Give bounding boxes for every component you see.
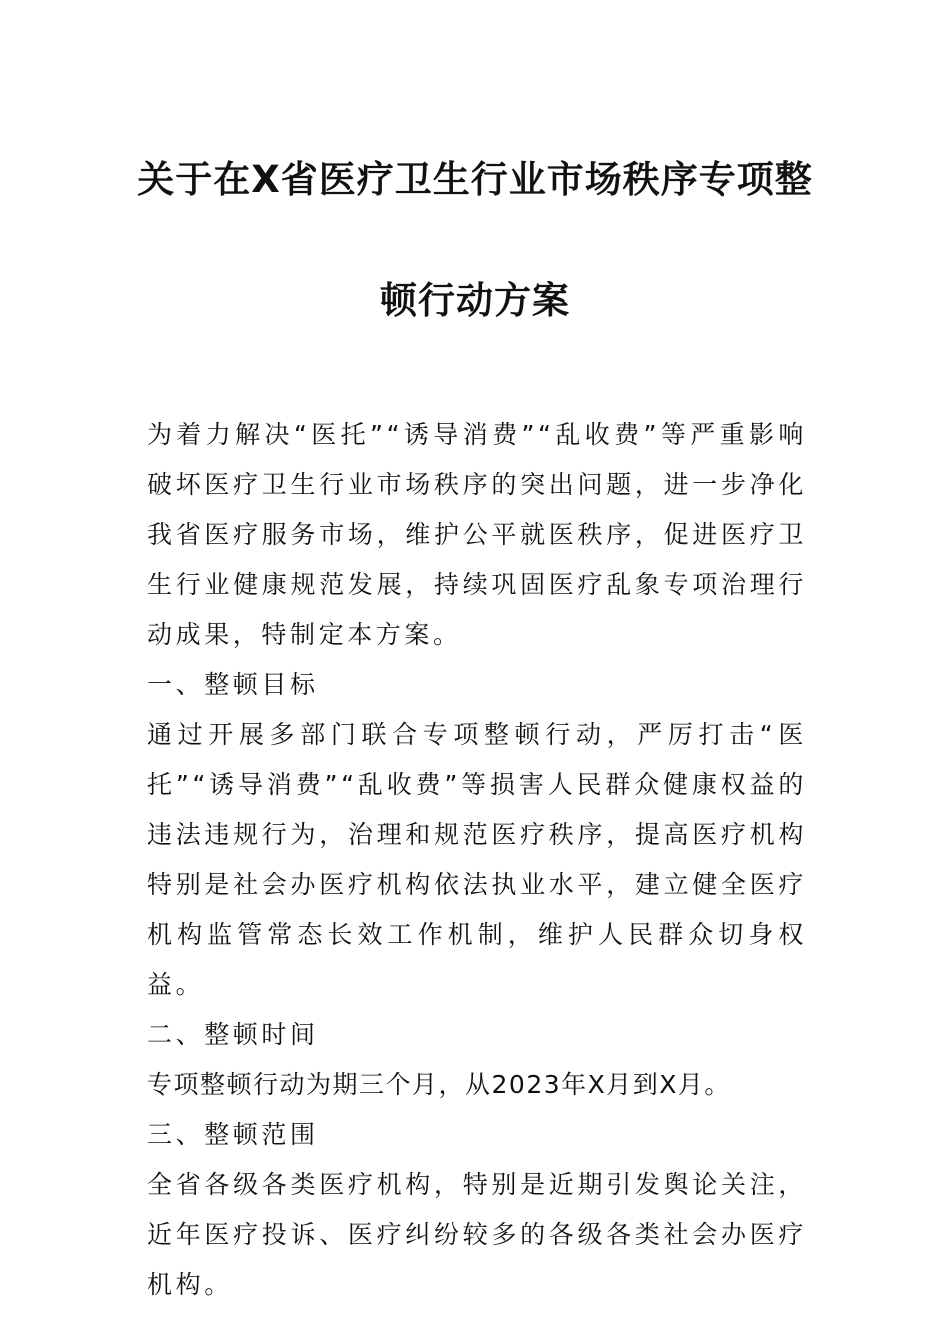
section-heading-time: 二、整顿时间 <box>147 1020 319 1049</box>
section-text-scope: 全省各级各类医疗机构，特别是近期引发舆论关注，近年医疗投诉、医疗纠纷较多的各级各类社会办医疗机构。 <box>147 1170 807 1299</box>
section-text-time: 专项整顿行动为期三个月，从2023年X月到X月。 <box>147 1070 731 1099</box>
section-heading-scope: 三、整顿范围 <box>147 1120 319 1149</box>
document-title-line-2: 顿行动方案 <box>380 279 570 322</box>
document-title-line-1: 关于在X省医疗卫生行业市场秩序专项整 <box>137 158 813 201</box>
intro-paragraph: 为着力解决“医托”“诱导消费”“乱收费”等严重影响破坏医疗卫生行业市场秩序的突出问题，进一步净化我省医疗服务市场，维护公平就医秩序，促进医疗卫生行业健康规范发展，持续巩固医疗乱象专项治理行动成果，特制定本方案。 <box>147 420 807 649</box>
section-text-goals: 通过开展多部门联合专项整顿行动，严厉打击“医托”“诱导消费”“乱收费”等损害人民群众健康权益的违法违规行为，治理和规范医疗秩序，提高医疗机构特别是社会办医疗机构依法执业水平，建立健全医疗机构监管常态长效工作机制，维护人民群众切身权益。 <box>147 720 807 999</box>
section-heading-goals: 一、整顿目标 <box>147 670 319 699</box>
document-body <box>147 410 807 1310</box>
